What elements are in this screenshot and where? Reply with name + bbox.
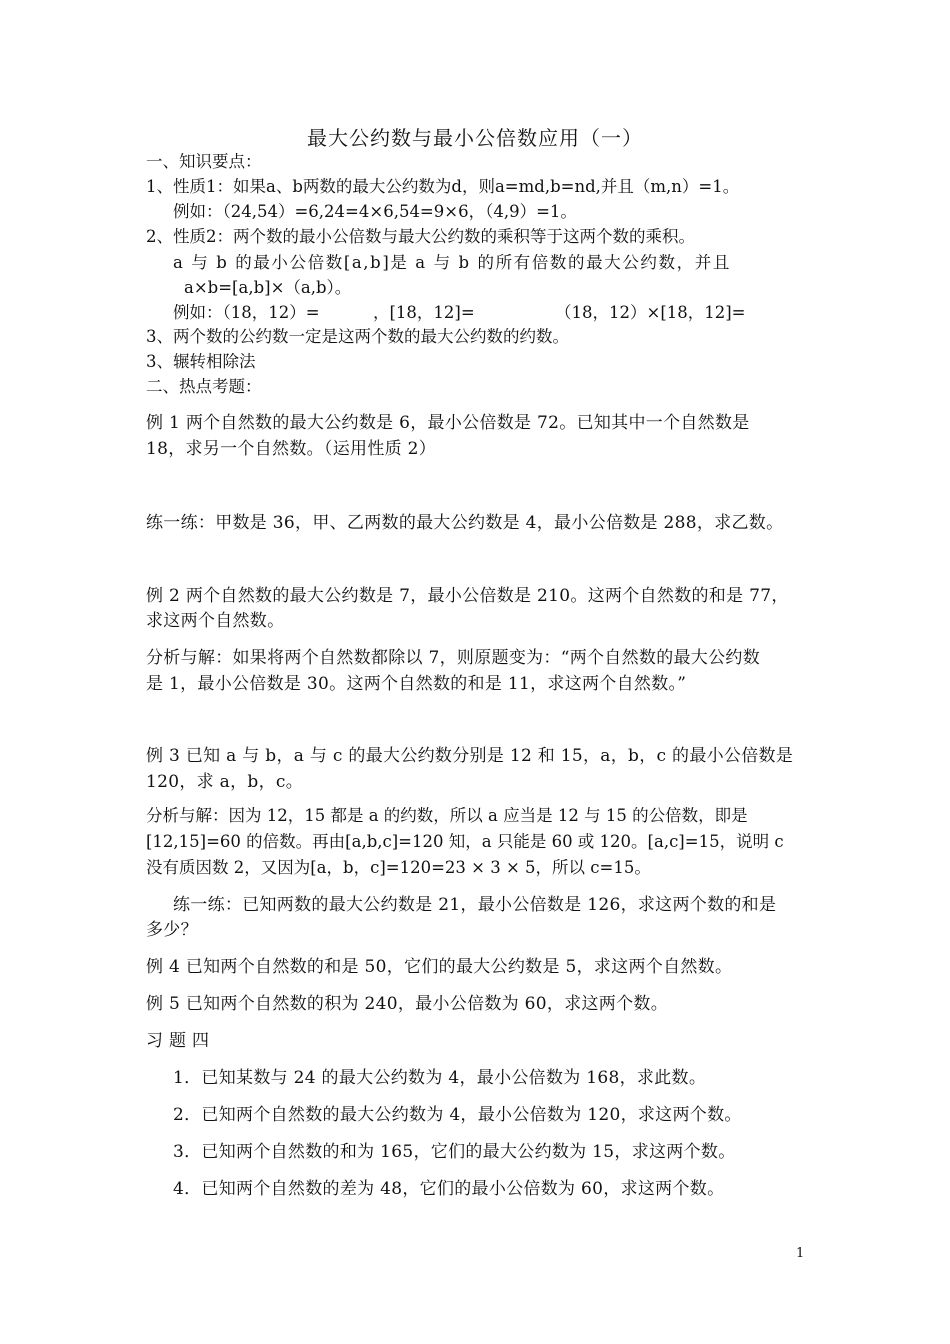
example-1-line1: 例 1 两个自然数的最大公约数是 6，最小公倍数是 72。已知其中一个自然数是 (146, 413, 750, 433)
property-2: 2、性质2：两个数的最小公倍数与最大公约数的乘积等于这两个数的乘积。 (146, 227, 695, 246)
analysis-2-line2: 是 1，最小公倍数是 30。这两个自然数的和是 11，求这两个自然数。” (146, 674, 687, 694)
example-2-line1: 例 2 两个自然数的最大公约数是 7，最小公倍数是 210。这两个自然数的和是 77， (146, 586, 789, 606)
exercise-item: 4．已知两个自然数的差为 48，它们的最小公倍数为 60，求这两个数。 (173, 1179, 725, 1199)
property-2-line1: a 与 b 的最小公倍数[a,b]是 a 与 b 的所有倍数的最大公约数，并且 (173, 253, 731, 272)
section-heading-hot-topics: 二、热点考题： (146, 377, 262, 396)
analysis-2-line1: 分析与解：如果将两个自然数都除以 7，则原题变为：“两个自然数的最大公约数 (146, 648, 761, 668)
example-3-line2: 120，求 a，b，c。 (146, 772, 303, 792)
section-heading-knowledge: 一、知识要点： (146, 152, 262, 171)
analysis-3-line2: [12,15]=60 的倍数。再由[a,b,c]=120 知，a 只能是 60 或 120。[a,c]=15，说明 c (146, 832, 784, 851)
example-3-line1: 例 3 已知 a 与 b，a 与 c 的最大公约数分别是 12 和 15，a，b，c 的最小公倍数是 (146, 746, 794, 766)
practice-1: 练一练：甲数是 36，甲、乙两数的最大公约数是 4，最小公倍数是 288，求乙数。 (146, 513, 784, 533)
analysis-3-line1: 分析与解：因为 12，15 都是 a 的约数，所以 a 应当是 12 与 15 的公倍数，即是 (146, 806, 748, 825)
property-2-example-b: ，[18，12]= (373, 303, 475, 322)
property-2-example-a: 例如：（18，12）= (173, 303, 320, 322)
property-1-example: 例如：（24,54）=6,24=4×6,54=9×6，（4,9）=1。 (173, 202, 577, 221)
property-1: 1、性质1：如果a、b两数的最大公约数为d，则a=md,b=nd,并且（m,n）=1。 (146, 177, 740, 196)
practice-2-line1: 练一练：已知两数的最大公约数是 21，最小公倍数是 126，求这两个数的和是 (173, 895, 777, 915)
property-3: 3、两个数的公约数一定是这两个数的最大公约数的约数。 (146, 327, 569, 346)
example-1-line2: 18，求另一个自然数。（运用性质 2） (146, 439, 437, 459)
example-5: 例 5 已知两个自然数的积为 240，最小公倍数为 60，求这两个数。 (146, 994, 669, 1014)
exercise-item: 2．已知两个自然数的最大公约数为 4，最小公倍数为 120，求这两个数。 (173, 1105, 742, 1125)
practice-2-line2: 多少？ (146, 920, 198, 940)
analysis-3-line3: 没有质因数 2，又因为[a，b，c]=120=23 × 3 × 5，所以 c=15。 (146, 858, 651, 877)
property-2-example-c: （18，12）×[18，12]= (555, 303, 746, 322)
property-4: 3、辗转相除法 (146, 352, 256, 371)
page-number: 1 (796, 1246, 805, 1261)
example-2-line2: 求这两个自然数。 (146, 611, 285, 631)
exercises-heading: 习 题 四 (146, 1031, 210, 1051)
exercise-item: 1．已知某数与 24 的最大公约数为 4，最小公倍数为 168，求此数。 (173, 1068, 707, 1088)
page-title: 最大公约数与最小公倍数应用（一） (307, 126, 643, 150)
property-2-line2: a×b=[a,b]×（a,b）。 (184, 278, 352, 297)
example-4: 例 4 已知两个自然数的和是 50，它们的最大公约数是 5，求这两个自然数。 (146, 957, 733, 977)
exercise-item: 3．已知两个自然数的和为 165，它们的最大公约数为 15，求这两个数。 (173, 1142, 736, 1162)
